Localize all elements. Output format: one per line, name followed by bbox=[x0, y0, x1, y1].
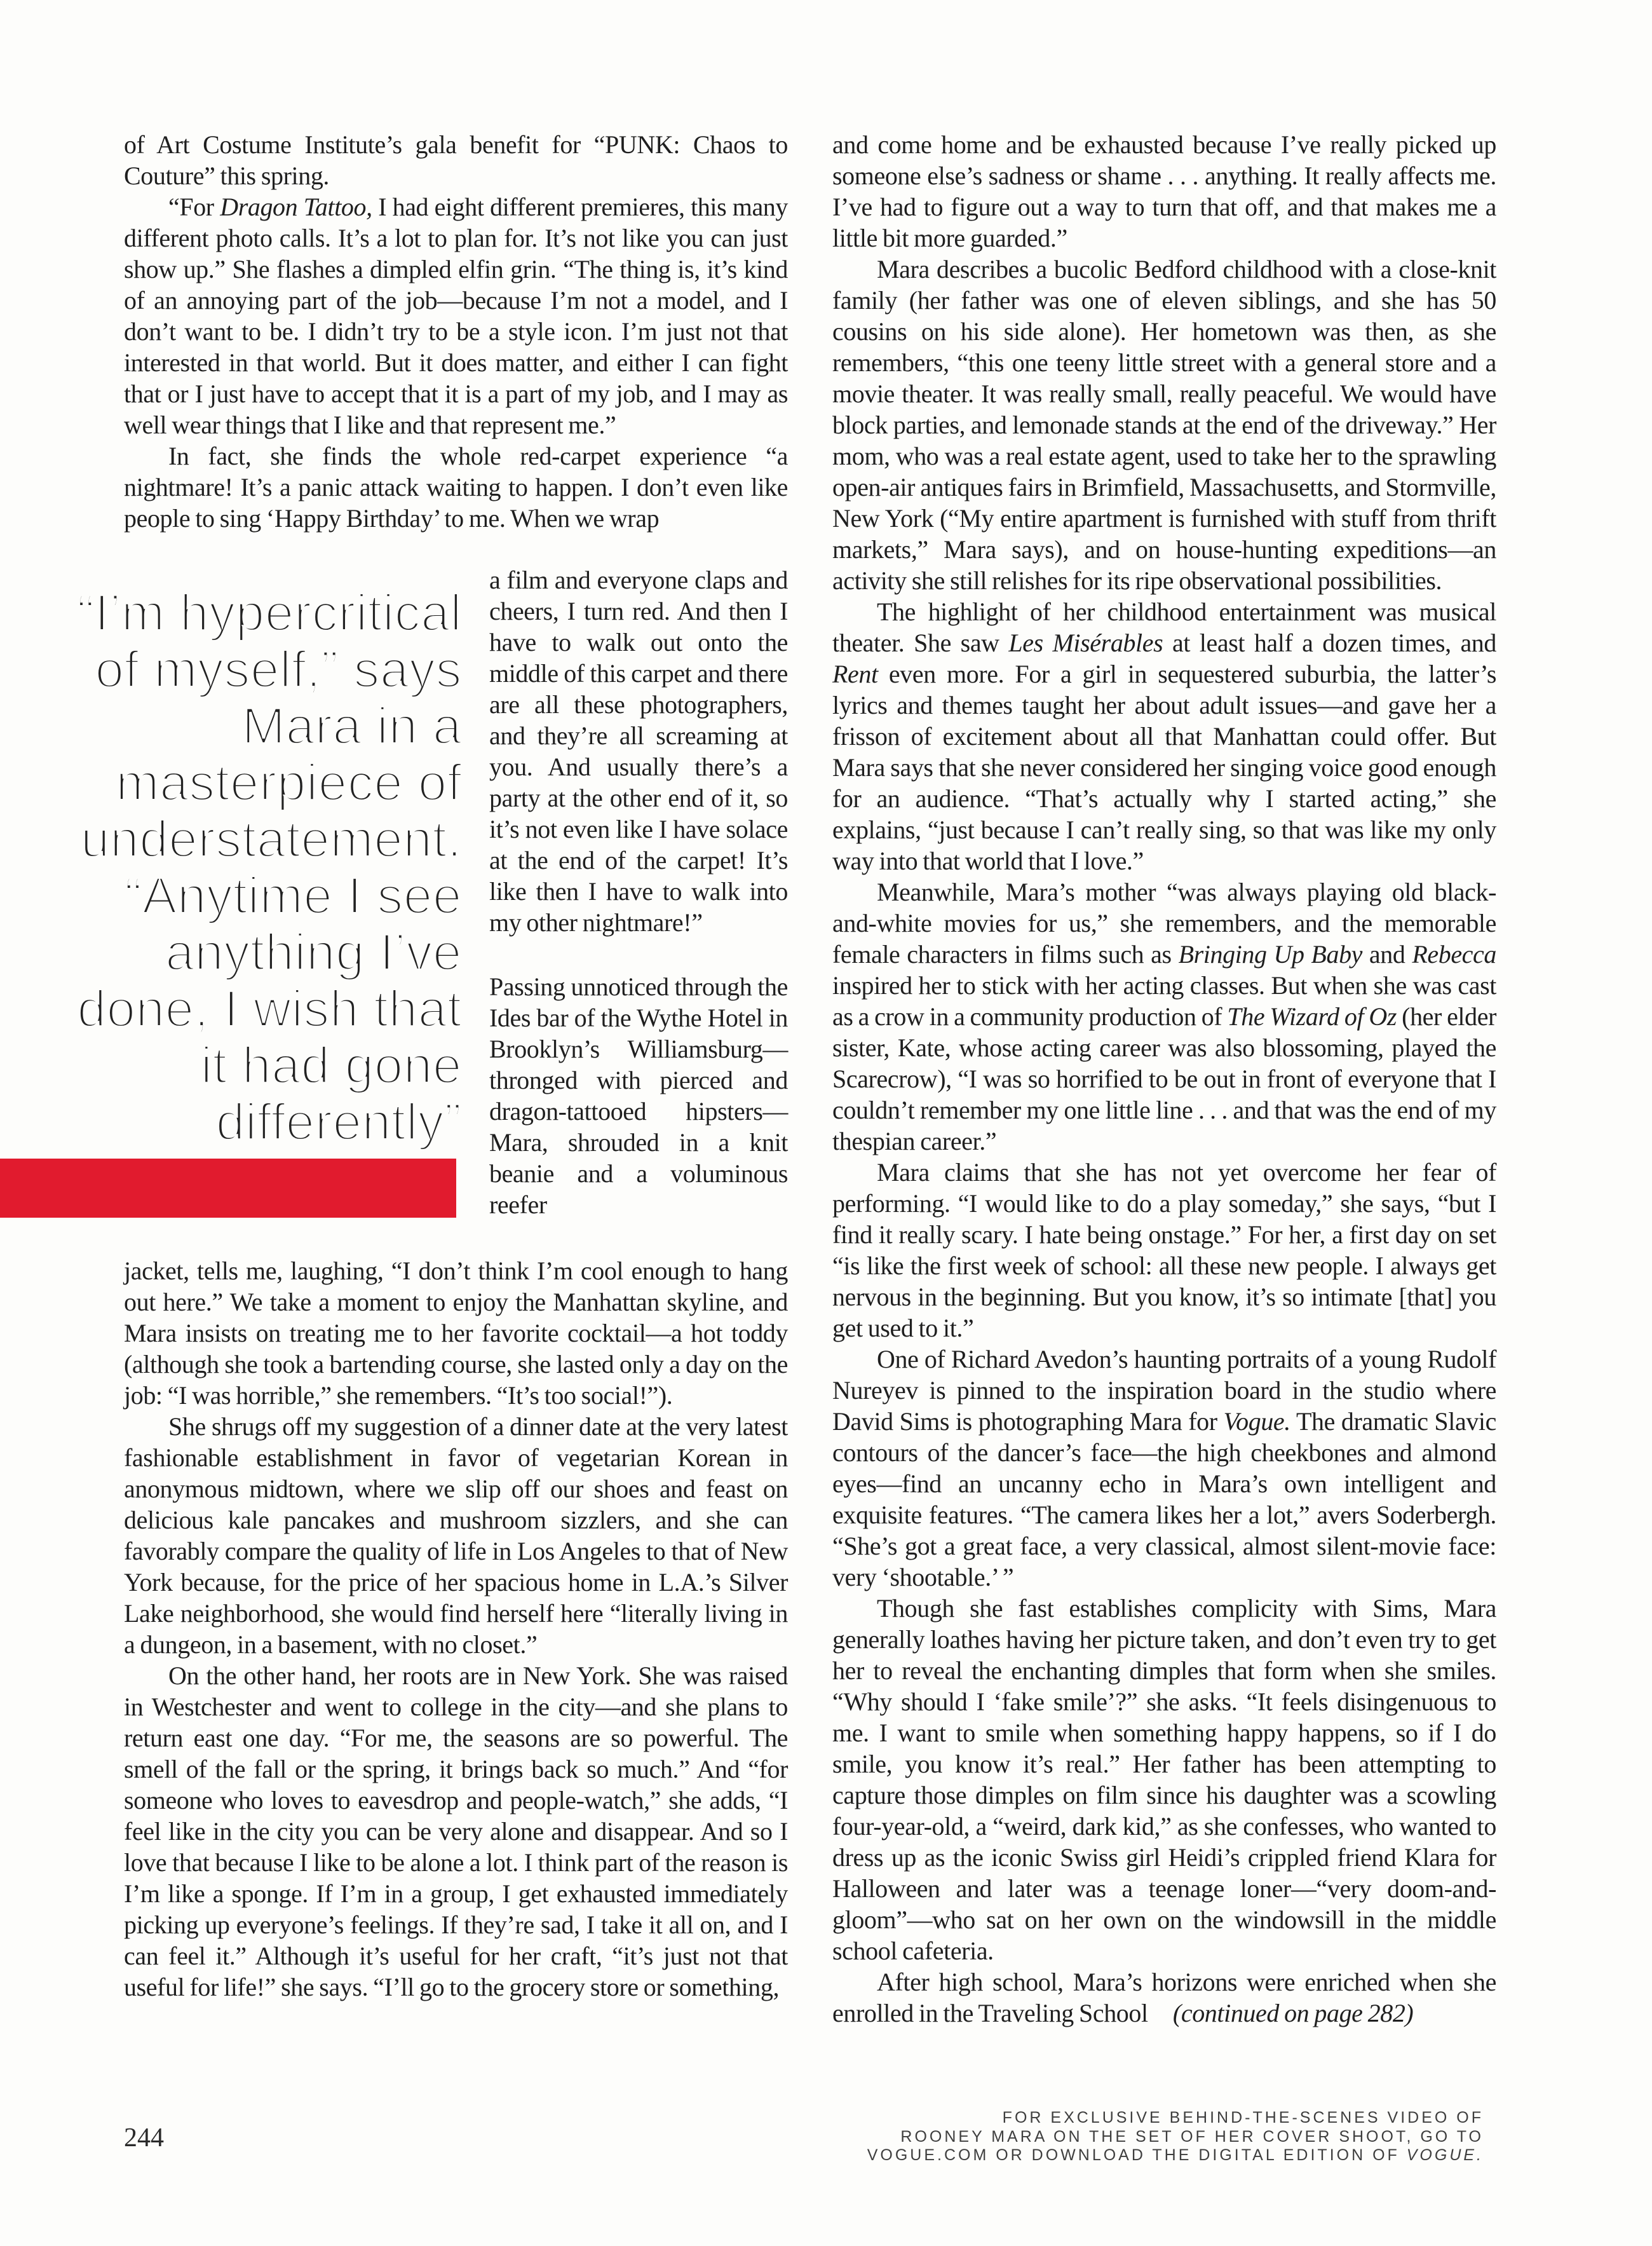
footer-line: ROONEY MARA ON THE SET OF HER COVER SHOOT, GO TO bbox=[900, 2127, 1484, 2146]
paragraph: She shrugs off my suggestion of a dinner date at the very latest fashionable establishment in favor of vegetarian Korean in anonymous midtown, where we slip off our shoes and feast on delicious kale pancakes and mushroom sizzlers, and she can favorably compare the quality of life in Los Angeles to that of New York because, for the price of her spacious home in L.A.’s Silver Lake neighborhood, she would find herself here “literally living in a dungeon, in a basement, with no closet.” bbox=[124, 1412, 788, 1659]
left-column-top bbox=[124, 129, 788, 534]
left-column-narrow bbox=[489, 564, 788, 1220]
pull-quote-line: “I’m hypercritical bbox=[77, 584, 462, 642]
pull-quote-line: understatement. bbox=[80, 810, 462, 868]
footer-line: VOGUE.COM OR DOWNLOAD THE DIGITAL EDITION OF VOGUE. bbox=[867, 2146, 1484, 2164]
footer-line: FOR EXCLUSIVE BEHIND-THE-SCENES VIDEO OF bbox=[1002, 2109, 1484, 2127]
left-column-bottom bbox=[124, 1255, 788, 2003]
pull-quote-line: Mara in a bbox=[241, 697, 462, 755]
paragraph: of Art Costume Institute’s gala benefit for “PUNK: Chaos to Couture” this spring. bbox=[124, 130, 788, 190]
paragraph: In fact, she finds the whole red-carpet experience “a nightmare! It’s a panic attack waiting to happen. I don’t even like people to sing ‘Happy Birthday’ to me. When we wrap bbox=[124, 442, 788, 533]
paragraph: Meanwhile, Mara’s mother “was always playing old black-and-white movies for us,” she remembers, and the memorable female characters in films such as Bringing Up Baby and Rebecca inspired her to stick with her acting classes. But when she was cast as a crow in a community production of The Wizard of Oz (her elder sister, Kate, whose acting career was also blossoming, played the Scarecrow), “I was so horrified to be out in front of everyone that I couldn’t remember my one little line . . . and that was the end of my thespian career.” bbox=[832, 878, 1497, 1155]
paragraph: Though she fast establishes complicity with Sims, Mara generally loathes having her picture taken, and don’t even try to get her to reveal the enchanting dimples that form when she smiles. “Why should I ‘fake smile’?” she asks. “It feels disingenuous to me. I want to smile when something happy happens, so if I do smile, you know it’s real.” Her father has been attempting to capture those dimples on film since his daughter was a scowling four-year-old, a “weird, dark kid,” as she confesses, who wanted to dress up as the iconic Swiss girl Heidi’s crippled friend Klara for Halloween and later was a teenage loner—“very doom-and-gloom”—who sat on her own on the windowsill in the middle school cafeteria. bbox=[832, 1594, 1496, 1965]
pull-quote-line: it had gone bbox=[200, 1037, 462, 1094]
paragraph: jacket, tells me, laughing, “I don’t think I’m cool enough to hang out here.” We take a moment to enjoy the Manhattan skyline, and Mara insists on treating me to her favorite cocktail—a hot toddy (although she took a bartending course, she lasted only a day on the job: “I was horrible,” she remembers. “It’s too social!”). bbox=[124, 1256, 788, 1410]
paragraph: and come home and be exhausted because I’ve really picked up someone else’s sadness or shame . . . anything. It really affects me. I’ve had to figure out a way to turn that off, and that makes me a little bit more guarded.” bbox=[832, 130, 1496, 252]
paragraph: Mara describes a bucolic Bedford childhood with a close-knit family (her father was one of eleven siblings, and she has 50 cousins on his side alone). Her hometown was then, as she remembers, “this one teeny little street with a general store and a movie theater. It was really small, really peaceful. We would have block parties, and lemonade stands at the end of the driveway.” Her mom, who was a real estate agent, used to take her to the sprawling open-air antiques fairs in Brimfield, Massachusetts, and Stormville, New York (“My entire apartment is furnished with stuff from thrift markets,” Mara says), and on house-hunting expeditions—an activity she still relishes for its ripe observational possibilities. bbox=[832, 255, 1496, 595]
paragraph: On the other hand, her roots are in New York. She was raised in Westchester and went to college in the city—and she plans to return east one day. “For me, the seasons are so powerful. The smell of the fall or the spring, it brings back so much.” And “for someone who loves to eavesdrop and people-watch,” she adds, “I feel like in the city you can be very alone and disappear. And so I love that because I like to be alone a lot. I think part of the reason is I’m like a sponge. If I’m in a group, I get exhausted immediately picking up everyone’s feelings. If they’re sad, I take it all on, and I can feel it.” Although it’s useful for her craft, “it’s just not that useful for life!” she says. “I’ll go to the grocery store or something, bbox=[124, 1661, 788, 2001]
red-accent-bar bbox=[0, 1159, 456, 1218]
right-column bbox=[832, 129, 1496, 2029]
pull-quote-line: masterpiece of bbox=[116, 754, 462, 812]
paragraph: Passing unnoticed through the Ides bar of the Wythe Hotel in Brooklyn’s Williamsburg—thronged with pierced and dragon-tattooed hipsters—Mara, shrouded in a knit beanie and a voluminous reefer bbox=[489, 972, 788, 1219]
pull-quote-line: of myself,” says bbox=[95, 641, 462, 698]
paragraph: The highlight of her childhood entertainment was musical theater. She saw Les Misérables at least half a dozen times, and Rent even more. For a girl in sequestered suburbia, the latter’s lyrics and themes taught her about adult issues—and gave her a frisson of excitement about all that Manhattan could offer. But Mara says that she never considered her singing voice good enough for an audience. “That’s actually why I started acting,” she explains, “just because I can’t really sing, so that was like my only way into that world that I love.” bbox=[832, 597, 1496, 875]
paragraph: Mara claims that she has not yet overcome her fear of performing. “I would like to do a play someday,” she says, “but I find it really scary. I hate being onstage.” For her, a first day on set “is like the first week of school: all these new people. I always get nervous in the beginning. But you know, it’s so intimate [that] you get used to it.” bbox=[832, 1158, 1496, 1342]
paragraph: “For Dragon Tattoo, I had eight different premieres, this many different photo calls. It’s a lot to plan for. It’s not like you can just show up.” She flashes a dimpled elfin grin. “The thing is, it’s kind of an annoying part of the job—because I’m not a model, and I don’t want to be. I didn’t try to be a style icon. I’m just not that interested in that world. But it does matter, and either I can fight that or I just have to accept that it is a part of my job, and I may as well wear things that I like and that represent me.” bbox=[124, 193, 789, 439]
paragraph: a film and everyone claps and cheers, I turn red. And then I have to walk out onto the middle of this carpet and there are all these photographers, and they’re all screaming at you. And usually there’s a party at the other end of it, so it’s not even like I have solace at the end of the carpet! It’s like then I have to walk into my other nightmare!” bbox=[489, 566, 788, 937]
pull-quote-line: “Anytime I see bbox=[124, 867, 462, 925]
pull-quote-line: anything I’ve bbox=[165, 923, 462, 981]
pull-quote-line: done, I wish that bbox=[77, 980, 462, 1038]
pull-quote bbox=[19, 585, 462, 1150]
paragraph: One of Richard Avedon’s haunting portraits of a young Rudolf Nureyev is pinned to the inspiration board in the studio where David Sims is photographing Mara for Vogue. The dramatic Slavic contours of the dancer’s face—the high cheekbones and almond eyes—find an uncanny echo in Mara’s own intelligent and exquisite features. “The camera likes her a lot,” avers Soderbergh. “She’s got a great face, a very classical, almost silent-movie face: very ‘shootable.’ ” bbox=[832, 1345, 1496, 1591]
paragraph: After high school, Mara’s horizons were enriched when she enrolled in the Traveling School (continued on page 282) bbox=[832, 1968, 1496, 2027]
footer-note bbox=[845, 2109, 1484, 2165]
pull-quote-line: differently” bbox=[215, 1093, 462, 1151]
page-number: 244 bbox=[124, 2123, 164, 2153]
